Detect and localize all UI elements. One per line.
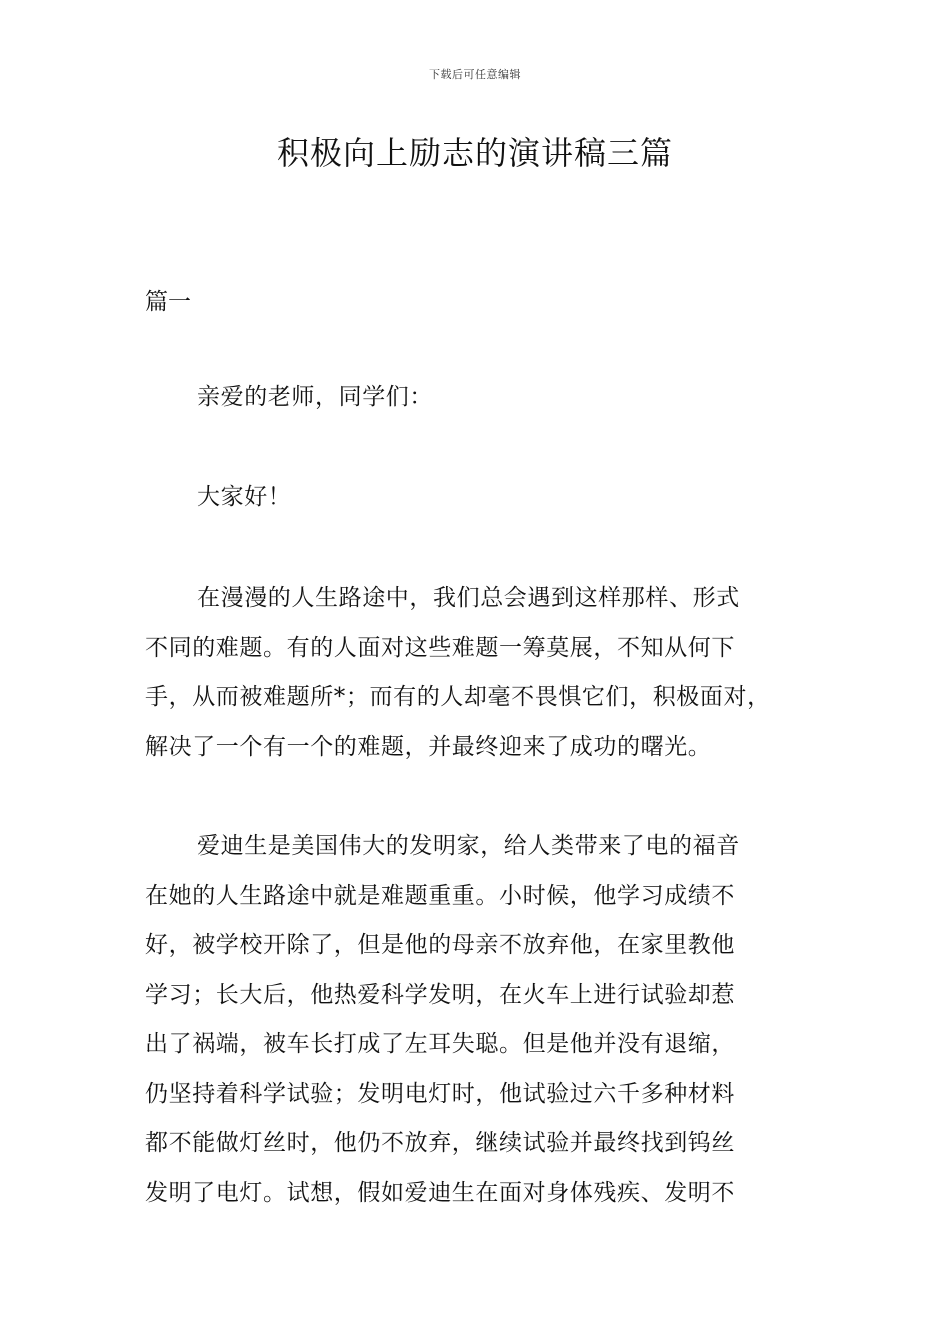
paragraph-line: 手，从而被难题所*；而有的人却毫不畏惧它们，积极面对， (145, 684, 771, 710)
salutation: 亲爱的老师，同学们： (197, 384, 433, 410)
paragraph-line: 都不能做灯丝时，他仍不放弃，继续试验并最终找到钨丝 (145, 1130, 735, 1156)
paragraph-2 (145, 822, 805, 1218)
paragraph-line: 在漫漫的人生路途中，我们总会遇到这样那样、形式 (197, 585, 740, 611)
paragraph-line: 发明了电灯。试想，假如爱迪生在面对身体残疾、发明不 (145, 1179, 735, 1206)
paragraph-line: 解决了一个有一个的难题，并最终迎来了成功的曙光。 (145, 733, 712, 760)
paragraph-line: 出了祸端，被车长打成了左耳失聪。但是他并没有退缩， (145, 1031, 735, 1057)
greeting: 大家好！ (197, 484, 292, 510)
paragraph-line: 在她的人生路途中就是难题重重。小时候，他学习成绩不 (145, 882, 735, 909)
paragraph-line: 仍坚持着科学试验；发明电灯时，他试验过六千多种材料 (145, 1080, 735, 1107)
paragraph-1 (145, 574, 805, 772)
paragraph-line: 不同的难题。有的人面对这些难题一筹莫展，不知从何下 (145, 634, 735, 661)
section-label: 篇一 (145, 289, 191, 315)
paragraph-line: 好，被学校开除了，但是他的母亲不放弃他，在家里教他 (145, 932, 735, 958)
document-title: 积极向上励志的演讲稿三篇 (276, 134, 673, 172)
paragraph-line: 爱迪生是美国伟大的发明家，给人类带来了电的福音 (197, 833, 740, 859)
paragraph-line: 学习；长大后，他热爱科学发明，在火车上进行试验却惹 (145, 981, 735, 1008)
header-note: 下载后可任意编辑 (429, 68, 521, 81)
